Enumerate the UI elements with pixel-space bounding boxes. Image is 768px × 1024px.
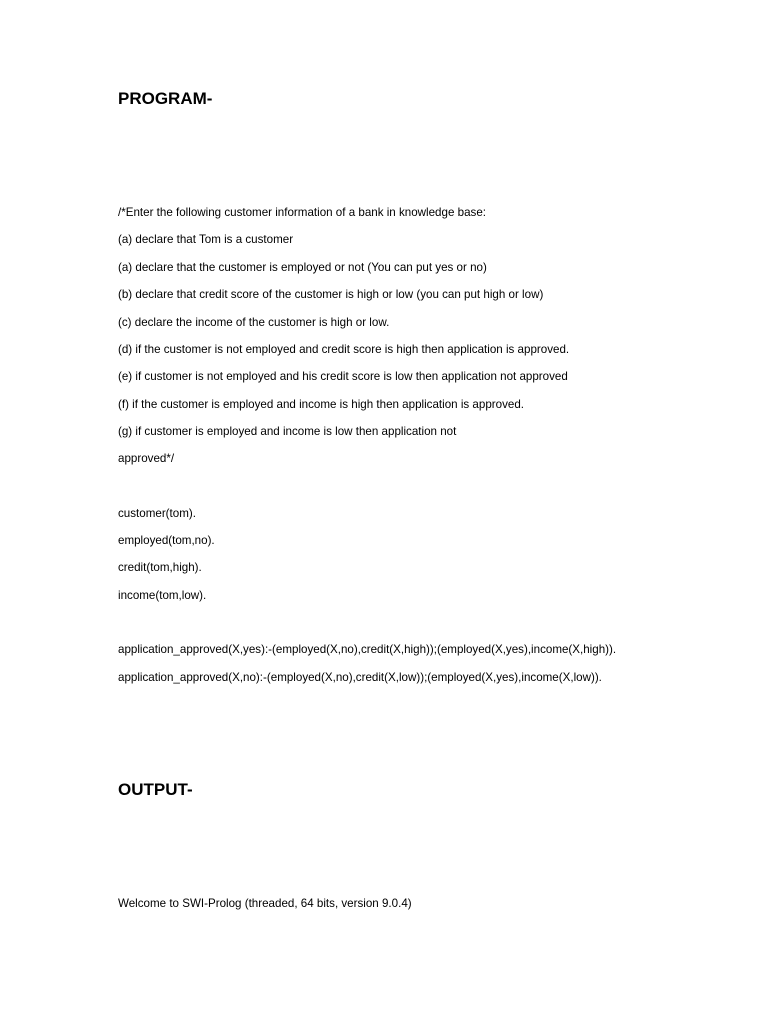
output-heading: OUTPUT- xyxy=(118,780,193,799)
rule-line: application_approved(X,yes):-(employed(X,no),credit(X,high));(employed(X,yes),income(X,high)). xyxy=(118,643,617,656)
fact-line: credit(tom,high). xyxy=(118,561,202,574)
rule-line: application_approved(X,no):-(employed(X,no),credit(X,low));(employed(X,yes),income(X,low)). xyxy=(118,671,602,684)
fact-line: employed(tom,no). xyxy=(118,534,215,547)
comment-line: (g) if customer is employed and income is low then application not xyxy=(118,425,457,438)
comment-line: (c) declare the income of the customer is high or low. xyxy=(118,316,390,329)
output-line: Welcome to SWI-Prolog (threaded, 64 bits, version 9.0.4) xyxy=(118,897,412,910)
comment-line: (b) declare that credit score of the customer is high or low (you can put high or low) xyxy=(118,288,544,301)
program-heading: PROGRAM- xyxy=(118,89,213,108)
fact-line: customer(tom). xyxy=(118,507,196,520)
comment-line: approved*/ xyxy=(118,452,175,465)
fact-line: income(tom,low). xyxy=(118,589,207,602)
comment-line: (d) if the customer is not employed and credit score is high then application is approved. xyxy=(118,343,570,356)
comment-line: (f) if the customer is employed and income is high then application is approved. xyxy=(118,398,524,411)
comment-line: (a) declare that Tom is a customer xyxy=(118,233,294,246)
comment-line: (a) declare that the customer is employed or not (You can put yes or no) xyxy=(118,261,487,274)
comment-line: /*Enter the following customer information of a bank in knowledge base: xyxy=(118,206,486,219)
comment-line: (e) if customer is not employed and his credit score is low then application not approved xyxy=(118,370,568,383)
